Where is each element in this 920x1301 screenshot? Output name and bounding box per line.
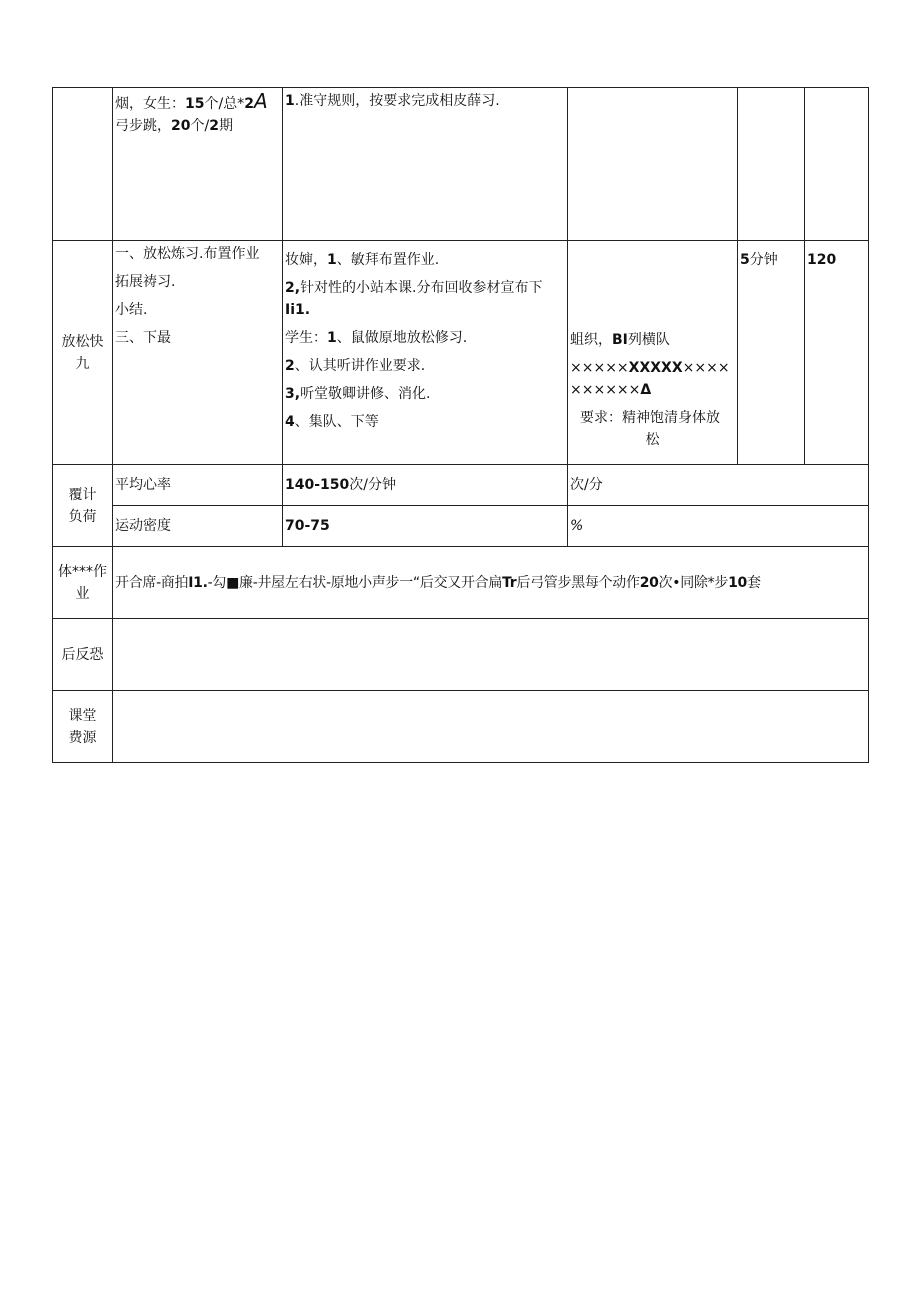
content-line: 拓展祷习.: [115, 274, 176, 290]
resources-label: 费源: [68, 729, 97, 746]
organization-line: 蛆织，BI列横队: [570, 332, 670, 348]
homework-content: 开合席-商拍I1.-勾■廉-井屋左右状-原地小声步一“后交又开合扁Tr后弓管步黑每个动作20次•同除*步10套: [113, 547, 869, 619]
count-value: 120: [807, 252, 837, 268]
homework-label: 体***作: [58, 563, 107, 580]
homework-label: 业: [75, 585, 90, 602]
method-line: 2,针对性的小站本课.分布回收参材宣布下: [285, 280, 543, 296]
method-line: 2、认其听讲作业要求.: [285, 358, 426, 374]
method-line: 4、集队、下等: [285, 414, 379, 430]
time-cell: [738, 88, 805, 241]
resources-label: 课堂: [68, 707, 97, 724]
density-value: 70-75: [283, 506, 568, 547]
formation-diagram: ××××××Δ: [570, 382, 652, 398]
section-label: 九: [75, 355, 90, 372]
load-label-cell: [53, 465, 113, 547]
organization-cell: [568, 88, 738, 241]
closing-row: [53, 241, 869, 465]
content-cell: [113, 241, 283, 465]
reflection-label: 后反恐: [53, 619, 113, 691]
organization-line: 要求：精神饱清身体放: [580, 410, 720, 426]
load-label: 覆计: [68, 486, 97, 503]
density-label: 运动密度: [113, 506, 283, 547]
reflection-row: [53, 619, 869, 691]
load-label: 负荷: [68, 508, 97, 525]
method-line: 1.准守规则，按要求完成相皮薛习.: [285, 93, 500, 109]
method-line: Ii1.: [285, 302, 311, 318]
section-label-cell: [53, 88, 113, 241]
content-line: 弓步跳，20个/2期: [115, 118, 233, 134]
method-line: 妆婶，1、敏拜布置作业.: [285, 252, 440, 268]
section-label: 放松快: [61, 333, 104, 350]
homework-row: [53, 547, 869, 619]
time-cell: [738, 241, 805, 465]
method-line: 3,听堂敬卿讲修、消化.: [285, 386, 431, 402]
content-line: 一、放松炼习.布置作业: [115, 246, 260, 262]
lesson-plan-table: [52, 87, 869, 763]
resources-content: [113, 691, 869, 763]
content-line: 三、下最: [115, 330, 171, 346]
section-label-cell: [53, 241, 113, 465]
homework-label-cell: [53, 547, 113, 619]
practice-row: [53, 88, 869, 241]
content-line: 小结.: [115, 302, 148, 318]
heart-rate-row: [53, 465, 869, 506]
density-row: [53, 506, 869, 547]
resources-label-cell: [53, 691, 113, 763]
heart-rate-unit: 次/分: [568, 465, 869, 506]
resources-row: [53, 691, 869, 763]
formation-diagram: ×××××XXXXX××××: [570, 360, 730, 376]
count-cell: [805, 88, 869, 241]
content-cell: [113, 88, 283, 241]
method-line: 学生：1、鼠做原地放松修习.: [285, 330, 468, 346]
method-cell: [283, 88, 568, 241]
reflection-content: [113, 619, 869, 691]
content-line: 烟，女生：15个/总*2A: [115, 89, 268, 113]
count-cell: [805, 241, 869, 465]
heart-rate-value: 140-150次/分钟: [283, 465, 568, 506]
organization-line: 松: [645, 432, 660, 448]
organization-cell: [568, 241, 738, 465]
method-cell: [283, 241, 568, 465]
density-unit: %: [568, 506, 869, 547]
time-value: 5分钟: [740, 252, 778, 268]
heart-rate-label: 平均心率: [113, 465, 283, 506]
